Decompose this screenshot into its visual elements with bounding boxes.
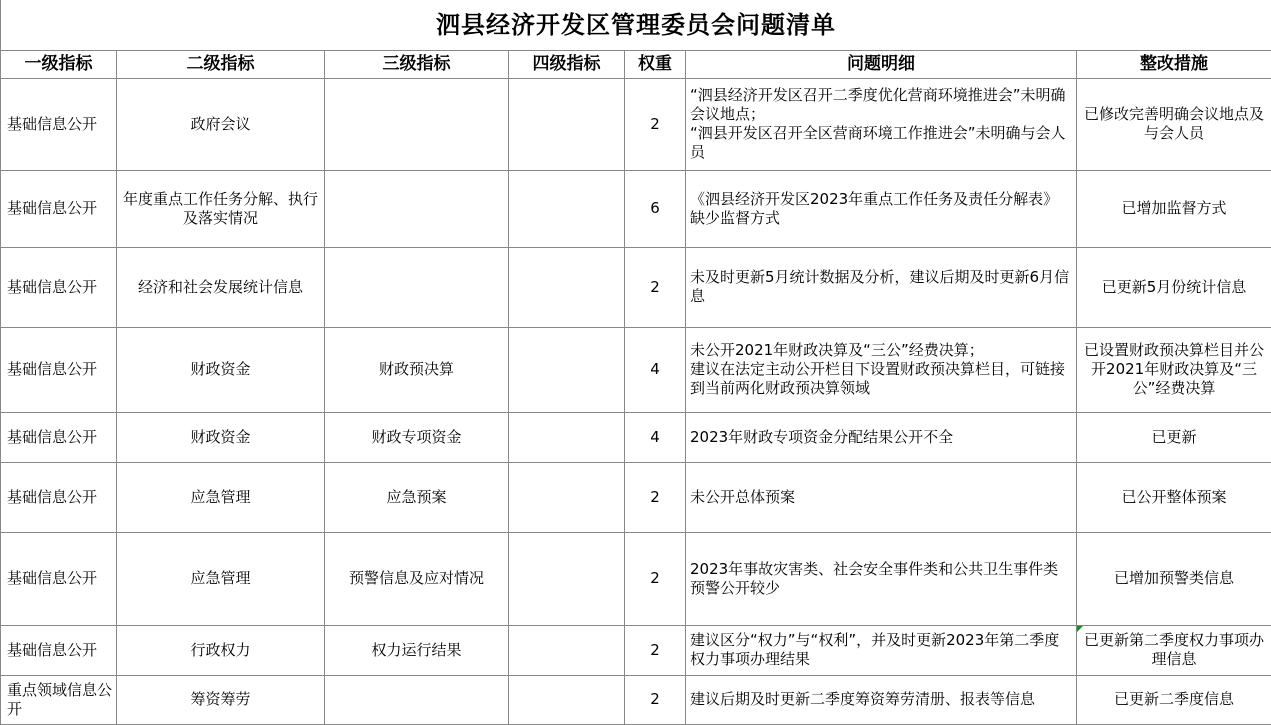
level2-cell[interactable]: 应急管理 bbox=[117, 532, 325, 625]
level2-cell[interactable]: 行政权力 bbox=[117, 625, 325, 675]
level4-cell[interactable] bbox=[509, 675, 625, 724]
header-level2[interactable]: 二级指标 bbox=[117, 50, 325, 78]
issue-detail-cell[interactable]: 建议后期及时更新二季度筹资筹劳清册、报表等信息 bbox=[686, 675, 1077, 724]
level1-cell[interactable]: 基础信息公开 bbox=[1, 462, 117, 532]
level1-cell[interactable]: 基础信息公开 bbox=[1, 625, 117, 675]
level3-cell[interactable] bbox=[325, 78, 509, 170]
issue-detail-cell[interactable]: 未公开总体预案 bbox=[686, 462, 1077, 532]
level3-cell[interactable] bbox=[325, 170, 509, 247]
level1-cell[interactable]: 基础信息公开 bbox=[1, 412, 117, 462]
header-level3[interactable]: 三级指标 bbox=[325, 50, 509, 78]
level1-cell[interactable]: 基础信息公开 bbox=[1, 327, 117, 412]
level4-cell[interactable] bbox=[509, 412, 625, 462]
table-row bbox=[1, 247, 1271, 327]
header-row bbox=[1, 50, 1271, 78]
level1-cell[interactable]: 基础信息公开 bbox=[1, 78, 117, 170]
header-level1[interactable]: 一级指标 bbox=[1, 50, 117, 78]
weight-cell[interactable]: 2 bbox=[625, 462, 686, 532]
level1-cell[interactable]: 基础信息公开 bbox=[1, 532, 117, 625]
header-weight[interactable]: 权重 bbox=[625, 50, 686, 78]
weight-cell[interactable]: 2 bbox=[625, 78, 686, 170]
weight-cell[interactable]: 2 bbox=[625, 247, 686, 327]
header-level4[interactable]: 四级指标 bbox=[509, 50, 625, 78]
weight-cell[interactable]: 2 bbox=[625, 625, 686, 675]
table-row bbox=[1, 675, 1271, 724]
level3-cell[interactable] bbox=[325, 247, 509, 327]
level1-cell[interactable]: 基础信息公开 bbox=[1, 247, 117, 327]
level2-cell[interactable]: 财政资金 bbox=[117, 412, 325, 462]
table-row bbox=[1, 625, 1271, 675]
level4-cell[interactable] bbox=[509, 532, 625, 625]
table-row bbox=[1, 78, 1271, 170]
level2-cell[interactable]: 经济和社会发展统计信息 bbox=[117, 247, 325, 327]
table-row bbox=[1, 462, 1271, 532]
level3-cell[interactable]: 财政预决算 bbox=[325, 327, 509, 412]
level3-cell[interactable]: 应急预案 bbox=[325, 462, 509, 532]
issue-detail-cell[interactable]: 未及时更新5月统计数据及分析，建议后期及时更新6月信息 bbox=[686, 247, 1077, 327]
level2-cell[interactable]: 应急管理 bbox=[117, 462, 325, 532]
fix-measure-cell[interactable]: 已增加预警类信息 bbox=[1077, 532, 1271, 625]
level3-cell[interactable]: 预警信息及应对情况 bbox=[325, 532, 509, 625]
weight-cell[interactable]: 4 bbox=[625, 327, 686, 412]
table-row bbox=[1, 170, 1271, 247]
weight-cell[interactable]: 4 bbox=[625, 412, 686, 462]
fix-measure-cell[interactable]: 已设置财政预决算栏目并公开2021年财政决算及“三公”经费决算 bbox=[1077, 327, 1271, 412]
issue-detail-cell[interactable]: 2023年事故灾害类、社会安全事件类和公共卫生事件类预警公开较少 bbox=[686, 532, 1077, 625]
weight-cell[interactable]: 2 bbox=[625, 675, 686, 724]
level4-cell[interactable] bbox=[509, 462, 625, 532]
level3-cell[interactable]: 权力运行结果 bbox=[325, 625, 509, 675]
fix-measure-cell[interactable]: 已更新第二季度权力事项办理信息 bbox=[1077, 625, 1271, 675]
issue-detail-cell[interactable]: 建议区分“权力”与“权利”，并及时更新2023年第二季度权力事项办理结果 bbox=[686, 625, 1077, 675]
level3-cell[interactable]: 财政专项资金 bbox=[325, 412, 509, 462]
fix-measure-cell[interactable]: 已更新二季度信息 bbox=[1077, 675, 1271, 724]
sheet-title: 泗县经济开发区管理委员会问题清单 bbox=[1, 0, 1271, 50]
fix-measure-cell[interactable]: 已增加监督方式 bbox=[1077, 170, 1271, 247]
table-row bbox=[1, 412, 1271, 462]
fix-measure-cell[interactable]: 已更新5月份统计信息 bbox=[1077, 247, 1271, 327]
level2-cell[interactable]: 年度重点工作任务分解、执行及落实情况 bbox=[117, 170, 325, 247]
issue-detail-cell[interactable]: “泗县经济开发区召开二季度优化营商环境推进会”未明确会议地点； “泗县开发区召开全区营商环境工作推进会”未明确与会人员 bbox=[686, 78, 1077, 170]
level4-cell[interactable] bbox=[509, 170, 625, 247]
level2-cell[interactable]: 财政资金 bbox=[117, 327, 325, 412]
header-fix-measure[interactable]: 整改措施 bbox=[1077, 50, 1271, 78]
issue-detail-cell[interactable]: 2023年财政专项资金分配结果公开不全 bbox=[686, 412, 1077, 462]
weight-cell[interactable]: 6 bbox=[625, 170, 686, 247]
level1-cell[interactable]: 基础信息公开 bbox=[1, 170, 117, 247]
table-row bbox=[1, 327, 1271, 412]
fix-measure-cell[interactable]: 已更新 bbox=[1077, 412, 1271, 462]
fix-measure-cell[interactable]: 已公开整体预案 bbox=[1077, 462, 1271, 532]
level2-cell[interactable]: 政府会议 bbox=[117, 78, 325, 170]
level2-cell[interactable]: 筹资筹劳 bbox=[117, 675, 325, 724]
fix-measure-cell[interactable]: 已修改完善明确会议地点及与会人员 bbox=[1077, 78, 1271, 170]
level4-cell[interactable] bbox=[509, 327, 625, 412]
table-row bbox=[1, 532, 1271, 625]
issue-detail-cell[interactable]: 未公开2021年财政决算及“三公”经费决算； 建议在法定主动公开栏目下设置财政预决算栏目，可链接到当前两化财政预决算领域 bbox=[686, 327, 1077, 412]
weight-cell[interactable]: 2 bbox=[625, 532, 686, 625]
level4-cell[interactable] bbox=[509, 625, 625, 675]
level3-cell[interactable] bbox=[325, 675, 509, 724]
issue-detail-cell[interactable]: 《泗县经济开发区2023年重点工作任务及责任分解表》缺少监督方式 bbox=[686, 170, 1077, 247]
level4-cell[interactable] bbox=[509, 78, 625, 170]
level1-cell[interactable]: 重点领域信息公开 bbox=[1, 675, 117, 724]
header-issue-detail[interactable]: 问题明细 bbox=[686, 50, 1077, 78]
level4-cell[interactable] bbox=[509, 247, 625, 327]
